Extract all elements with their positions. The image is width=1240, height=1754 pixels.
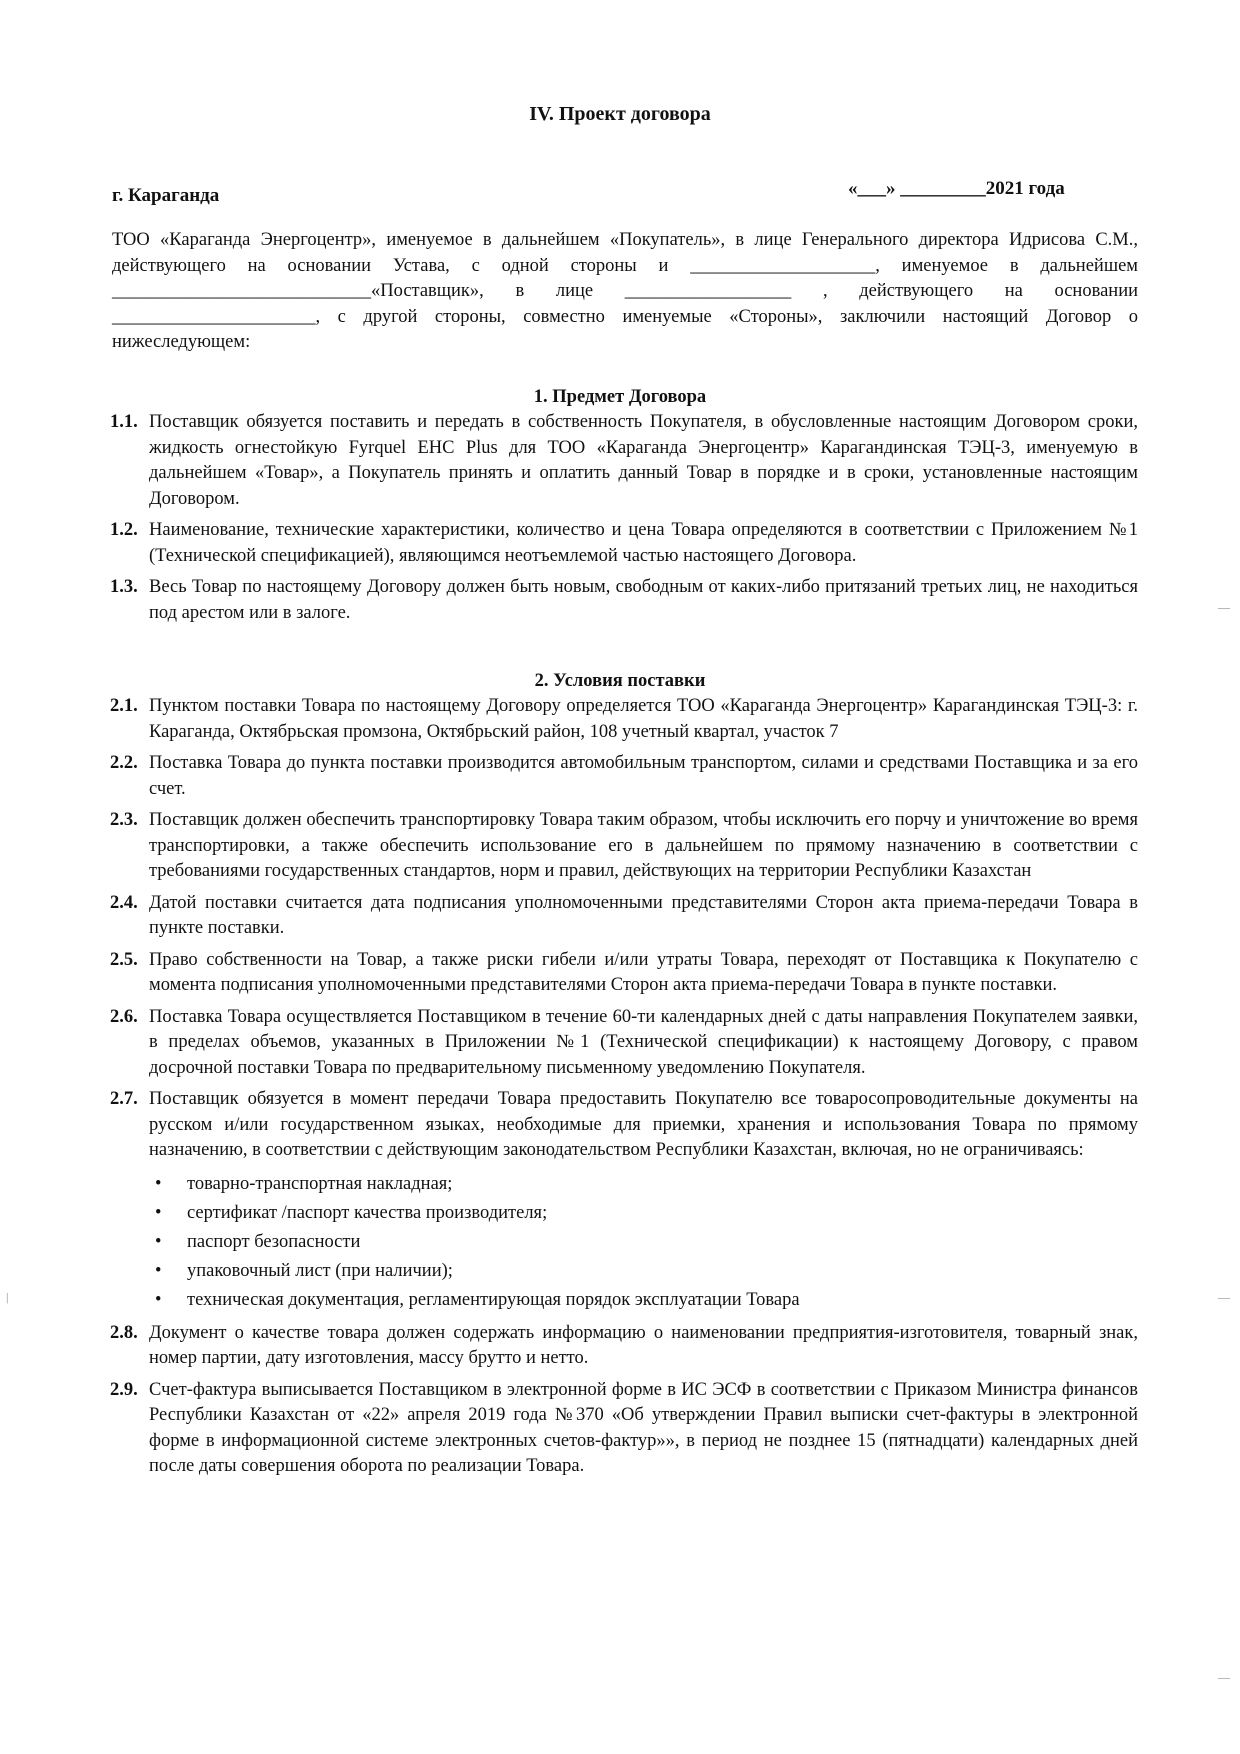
list-item: • паспорт безопасности xyxy=(187,1228,1240,1257)
clause-2-2 xyxy=(0,751,1240,802)
clause-number: 2.1. xyxy=(110,696,138,716)
clause-2-9 xyxy=(0,1378,1240,1480)
clause-1-2 xyxy=(0,518,1240,569)
section-delivery xyxy=(0,668,1240,1486)
clause-number: 2.7. xyxy=(110,1089,138,1109)
clause-number: 2.5. xyxy=(110,949,138,970)
clause-text: Поставщик обязуется поставить и передать в собственность Покупателя, в обусловленные настоящим Договором сроки, жидкость огнестойкую Fyrquel EHC Plus для ТОО «Караганда Энергоцентр» Карагандинская ТЭЦ-3, именуемую в дальнейшем «Товар», а Покупатель принять и оплатить данный Товар в порядке и в сроки, установленные настоящим Договором. xyxy=(149,412,1138,509)
list-item: • техническая документация, регламентирующая порядок эксплуатации Товара xyxy=(187,1286,1240,1315)
clause-number: 2.8. xyxy=(110,1322,138,1343)
clause-2-3 xyxy=(0,808,1240,885)
clause-number: 2.9. xyxy=(110,1379,138,1400)
clause-text: Поставщик должен обеспечить транспортировку Товара таким образом, чтобы исключить его порчу и уничтожение во время транспортировки, а также обеспечить использование его в дальнейшем по прямому назначению в соответствии с требованиями государственных стандартов, норм и правил, действующих на территории Республики Казахстан xyxy=(149,810,1138,881)
document-list xyxy=(0,1170,1240,1315)
clause-number: 2.2. xyxy=(110,753,138,773)
clause-number: 2.4. xyxy=(110,892,138,913)
clause-2-1 xyxy=(0,694,1240,745)
clause-2-6 xyxy=(0,1005,1240,1082)
clause-1-1 xyxy=(0,410,1240,512)
clause-text: Весь Товар по настоящему Договору должен быть новым, свободным от каких-либо притязаний третьих лиц, не находиться под арестом или в залоге. xyxy=(149,577,1138,623)
clause-2-8 xyxy=(0,1321,1240,1372)
list-item: • товарно-транспортная накладная; xyxy=(187,1170,1240,1199)
clause-text: Датой поставки считается дата подписания уполномоченными представителями Сторон акта приема-передачи Товара в пункте поставки. xyxy=(149,892,1138,938)
clause-number: 1.1. xyxy=(110,412,138,432)
clause-text: Право собственности на Товар, а также риски гибели и/или утраты Товара, переходят от Поставщика к Покупателю с момента подписания уполномоченными представителями Сторон акта приема-передачи Товара в пункте поставки. xyxy=(149,949,1138,995)
scan-artifact: — xyxy=(1218,600,1230,614)
clause-text: Поставка Товара до пункта поставки производится автомобильным транспортом, силами и средствами Поставщика и за его счет. xyxy=(149,753,1138,799)
clause-number: 1.3. xyxy=(110,577,138,597)
scan-artifact: — xyxy=(1218,1290,1230,1304)
clause-number: 2.3. xyxy=(110,810,138,830)
clause-1-3 xyxy=(0,575,1240,626)
scan-artifact: — xyxy=(1218,1670,1230,1684)
clause-number: 1.2. xyxy=(110,520,138,540)
clause-text: Наименование, технические характеристики, количество и цена Товара определяются в соответствии с Приложением №1 (Технической спецификацией), являющимся неотъемлемой частью настоящего Договора. xyxy=(149,520,1138,566)
contract-date: «___» _________2021 года xyxy=(848,178,1065,199)
scan-artifact: | xyxy=(6,1290,9,1304)
document-title: IV. Проект договора xyxy=(529,103,711,125)
clause-number: 2.6. xyxy=(110,1006,138,1027)
list-item: • сертификат /паспорт качества производителя; xyxy=(187,1199,1240,1228)
section-title: 1. Предмет Договора xyxy=(533,387,707,407)
contract-city: г. Караганда xyxy=(112,185,220,206)
preamble-paragraph: ТОО «Караганда Энергоцентр», именуемое в дальнейшем «Покупатель», в лице Генерального директора Идрисова С.М., действующего на основании Устава, с одной стороны и ____________________, именуемое в дальнейшем ____________________________«Поставщик», в лице __________________ , действующего на основании ______________________, с другой стороны, совместно именуемые «Стороны», заключили настоящий Договор о нижеследующем: xyxy=(112,230,1138,352)
clause-2-7 xyxy=(0,1087,1240,1164)
section-subject xyxy=(0,384,1240,632)
clause-text: Пунктом поставки Товара по настоящему Договору определяется ТОО «Караганда Энергоцентр» Карагандинская ТЭЦ-3: г. Караганда, Октябрьская промзона, Октябрьский район, 108 учетный квартал, участок 7 xyxy=(149,696,1138,742)
clause-text: Поставщик обязуется в момент передачи Товара предоставить Покупателю все товаросопроводительные документы на русском и/или государственном языках, необходимые для приемки, хранения и использования Товара по прямому назначению, в соответствии с действующим законодательством Республики Казахстан, включая, но не ограничиваясь: xyxy=(149,1089,1138,1160)
list-item: • упаковочный лист (при наличии); xyxy=(187,1257,1240,1286)
clause-2-5 xyxy=(0,948,1240,999)
section-title: 2. Условия поставки xyxy=(534,671,706,691)
clause-2-4 xyxy=(0,891,1240,942)
clause-text: Документ о качестве товара должен содержать информацию о наименовании предприятия-изготовителя, товарный знак, номер партии, дату изготовления, массу брутто и нетто. xyxy=(149,1322,1138,1368)
clause-text: Поставка Товара осуществляется Поставщиком в течение 60-ти календарных дней с даты направления Покупателем заявки, в пределах объемов, указанных в Приложении №1 (Технической спецификации) к настоящему Договору, с правом досрочной поставки Товара по предварительному письменному уведомлению Покупателя. xyxy=(149,1006,1138,1078)
clause-text: Счет-фактура выписывается Поставщиком в электронной форме в ИС ЭСФ в соответствии с Приказом Министра финансов Республики Казахстан от «22» апреля 2019 года №370 «Об утверждении Правил выписки счет-фактуры в электронной форме в информационной системе электронных счетов-фактур»», в период не позднее 15 (пятнадцати) календарных дней после даты совершения оборота по реализации Товара. xyxy=(149,1379,1138,1476)
